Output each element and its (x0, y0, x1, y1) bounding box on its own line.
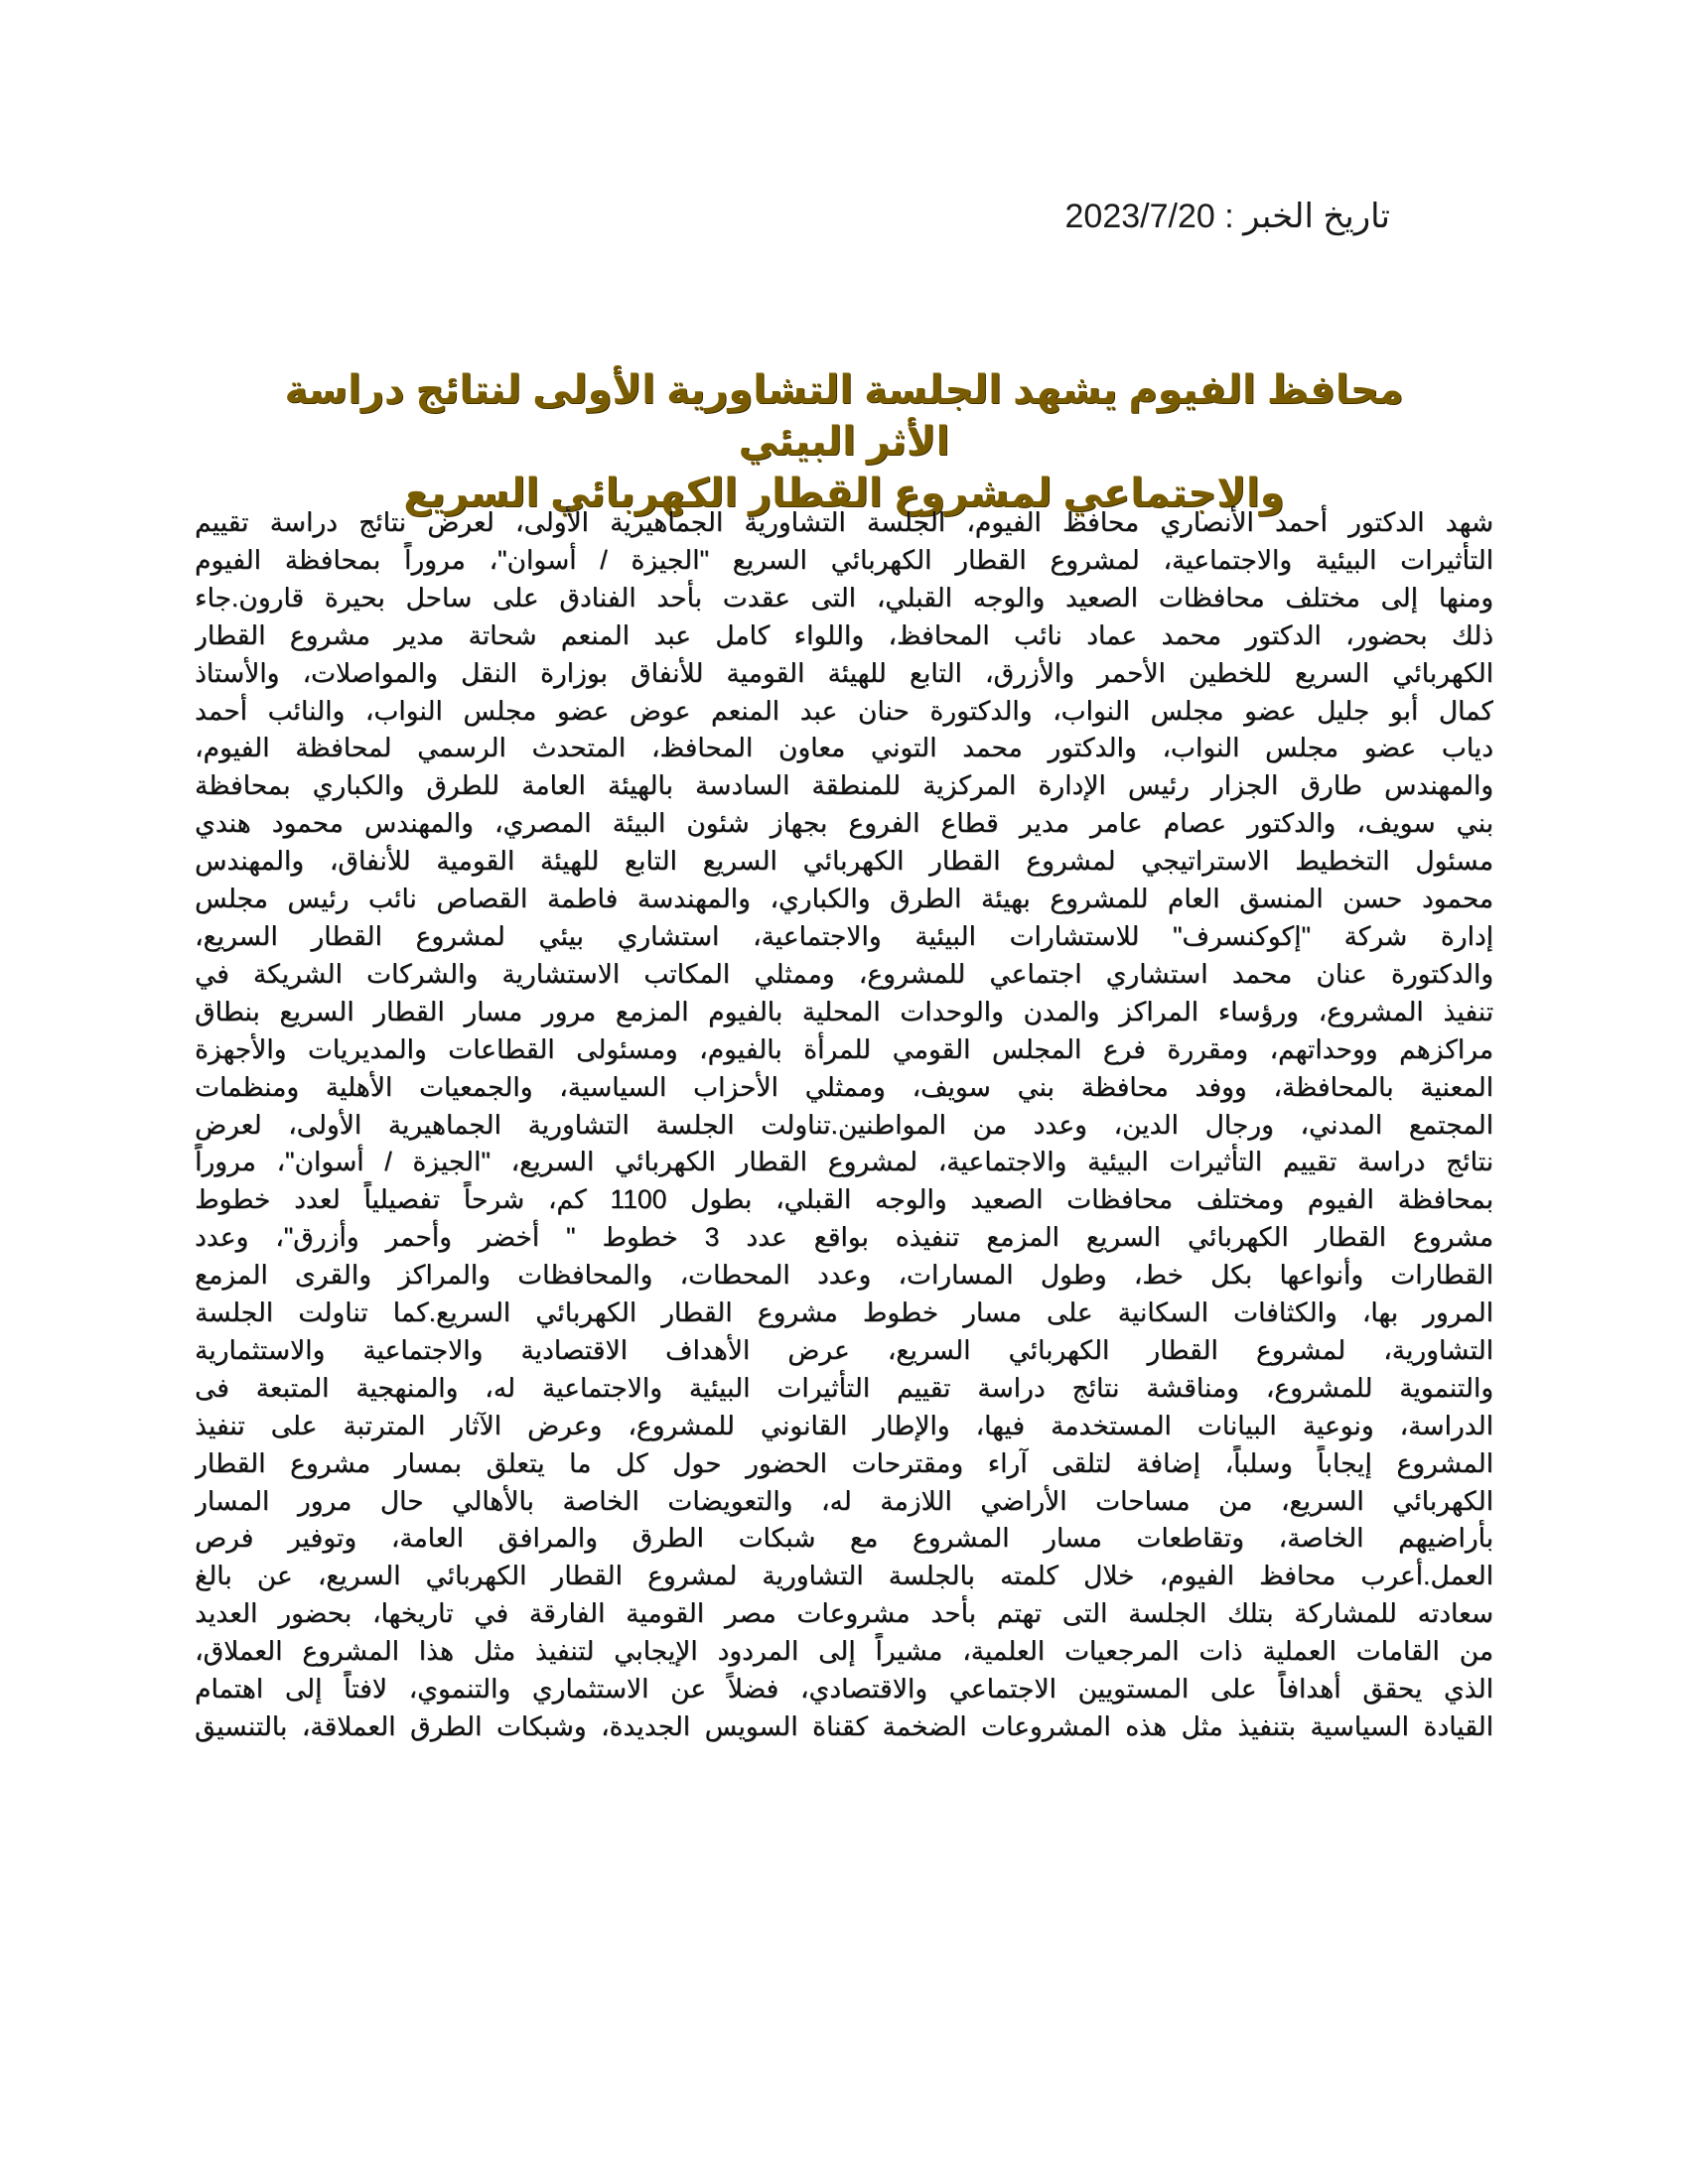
body-line: نتائج دراسة تقييم التأثيرات البيئية والاجتماعية، لمشروع القطار الكهربائي السريع، "الجيزة / أسوان"، مروراً (195, 1147, 1493, 1177)
body-line: مراكزهم ووحداتهم، ومقررة فرع المجلس القومي للمرأة بالفيوم، ومسئولى القطاعات والمديريات والأجهزة (195, 1033, 1493, 1064)
body-line: سعادته للمشاركة بتلك الجلسة التى تهتم بأحد مشروعات مصر القومية الفارقة في تاريخها، بحضور العديد (195, 1598, 1493, 1629)
body-line: الكهربائي السريع للخطين الأحمر والأزرق، التابع للهيئة القومية للأنفاق بوزارة النقل والمواصلات، والأستاذ (195, 657, 1493, 688)
headline-line-1: محافظ الفيوم يشهد الجلسة التشاورية الأولى لنتائج دراسة الأثر البيئي (284, 367, 1404, 464)
body-line: والمهندس طارق الجزار رئيس الإدارة المركزية للمنطقة السادسة بالهيئة العامة للطرق والكباري بمحافظة (195, 770, 1493, 801)
body-line: مسئول التخطيط الاستراتيجي لمشروع القطار الكهربائي السريع التابع للهيئة القومية للأنفاق، والمهندس (195, 846, 1493, 877)
news-date (1065, 195, 1390, 238)
body-line: الدراسة، ونوعية البيانات المستخدمة فيها، والإطار القانوني للمشروع، وعرض الآثار المترتبة على تنفيذ (195, 1410, 1493, 1440)
headline-line-2: والاجتماعي لمشروع القطار الكهربائي السريع (403, 471, 1285, 515)
news-date-value: 2023/7/20 (1064, 198, 1215, 235)
body-line: من القامات العملية ذات المرجعيات العلمية، مشيراً إلى المردود الإيجابي لتنفيذ مثل هذا المشروع العملاق، (195, 1636, 1493, 1667)
news-date-label: تاريخ الخبر : (1224, 198, 1390, 235)
body-line: بمحافظة الفيوم ومختلف محافظات الصعيد والوجه القبلي، بطول 1100 كم، شرحاً تفصيلياً لعدد خطوط (195, 1184, 1493, 1215)
body-line: شهد الدكتور أحمد الأنصاري محافظ الفيوم، الجلسة التشاورية الجماهيرية الأولى، لعرض نتائج دراسة تقييم (195, 507, 1493, 537)
body-line: التأثيرات البيئية والاجتماعية، لمشروع القطار الكهربائي السريع "الجيزة / أسوان"، مروراً بمحافظة الفيوم (195, 544, 1493, 575)
body-line: كمال أبو جليل عضو مجلس النواب، والدكتورة حنان عبد المنعم عوض عضو مجلس النواب، والنائب أحمد (195, 695, 1493, 726)
body-line: التشاورية، لمشروع القطار الكهربائي السريع، عرض الأهداف الاقتصادية والاجتماعية والاستثمارية (195, 1334, 1493, 1365)
body-line: المرور بها، والكثافات السكانية على مسار خطوط مشروع القطار الكهربائي السريع.كما تناولت الجلسة (195, 1297, 1493, 1328)
body-line: المجتمع المدني، ورجال الدين، وعدد من المواطنين.تناولت الجلسة التشاورية الجماهيرية الأولى، لعرض (195, 1109, 1493, 1140)
article-headline (248, 364, 1440, 519)
body-line: مشروع القطار الكهربائي السريع المزمع تنفيذه بواقع عدد 3 خطوط " أخضر وأحمر وأزرق"، وعدد (195, 1222, 1493, 1253)
body-line: والدكتورة عنان محمد استشاري اجتماعي للمشروع، وممثلي المكاتب الاستشارية والشركات الشريكة في (195, 958, 1493, 989)
body-line: والتنموية للمشروع، ومناقشة نتائج دراسة تقييم التأثيرات البيئية والاجتماعية له، والمنهجية المتبعة فى (195, 1372, 1493, 1403)
body-line: الذي يحقق أهدافاً على المستويين الاجتماعي والاقتصادي، فضلاً عن الاستثماري والتنموي، لافتاً إلى اهتمام (195, 1674, 1493, 1705)
body-line: تنفيذ المشروع، ورؤساء المراكز والمدن والوحدات المحلية بالفيوم المزمع مرور مسار القطار السريع بنطاق (195, 996, 1493, 1026)
body-line: المشروع إيجاباً وسلباً، إضافة لتلقى آراء ومقترحات الحضور حول كل ما يتعلق بمسار مشروع القطار (195, 1447, 1493, 1478)
body-line: المعنية بالمحافظة، ووفد محافظة بني سويف، وممثلي الأحزاب السياسية، والجمعيات الأهلية ومنظمات (195, 1071, 1493, 1102)
body-line: العمل.أعرب محافظ الفيوم، خلال كلمته بالجلسة التشاورية لمشروع القطار الكهربائي السريع، عن بالغ (195, 1561, 1493, 1591)
body-line: إدارة شركة "إكوكنسرف" للاستشارات البيئية والاجتماعية، استشاري بيئي لمشروع القطار السريع، (195, 920, 1493, 951)
article-body (195, 504, 1493, 1746)
body-line: الكهربائي السريع، من مساحات الأراضي اللازمة له، والتعويضات الخاصة بالأهالي حال مرور المسار (195, 1485, 1493, 1516)
body-line: محمود حسن المنسق العام للمشروع بهيئة الطرق والكباري، والمهندسة فاطمة القصاص نائب رئيس مجلس (195, 884, 1493, 914)
body-line: بأراضيهم الخاصة، وتقاطعات مسار المشروع مع شبكات الطرق والمرافق العامة، وتوفير فرص (195, 1523, 1493, 1554)
body-line: ذلك بحضور، الدكتور محمد عماد نائب المحافظ، واللواء كامل عبد المنعم شحاتة مدير مشروع القطار (195, 619, 1493, 650)
body-line: بني سويف، والدكتور عصام عامر مدير قطاع الفروع بجهاز شئون البيئة المصري، والمهندس محمود هندي (195, 808, 1493, 839)
body-line: القطارات وأنواعها بكل خط، وطول المسارات، وعدد المحطات، والمحافظات والمراكز والقرى المزمع (195, 1260, 1493, 1291)
body-line: دياب عضو مجلس النواب، والدكتور محمد التوني معاون المحافظ، المتحدث الرسمي لمحافظة الفيوم، (195, 733, 1493, 763)
body-line: ومنها إلى مختلف محافظات الصعيد والوجه القبلي، التى عقدت بأحد الفنادق على ساحل بحيرة قارون.جاء (195, 582, 1493, 613)
body-line: القيادة السياسية بتنفيذ مثل هذه المشروعات الضخمة كقناة السويس الجديدة، وشبكات الطرق العملاقة، بالتنسيق (195, 1711, 1493, 1741)
